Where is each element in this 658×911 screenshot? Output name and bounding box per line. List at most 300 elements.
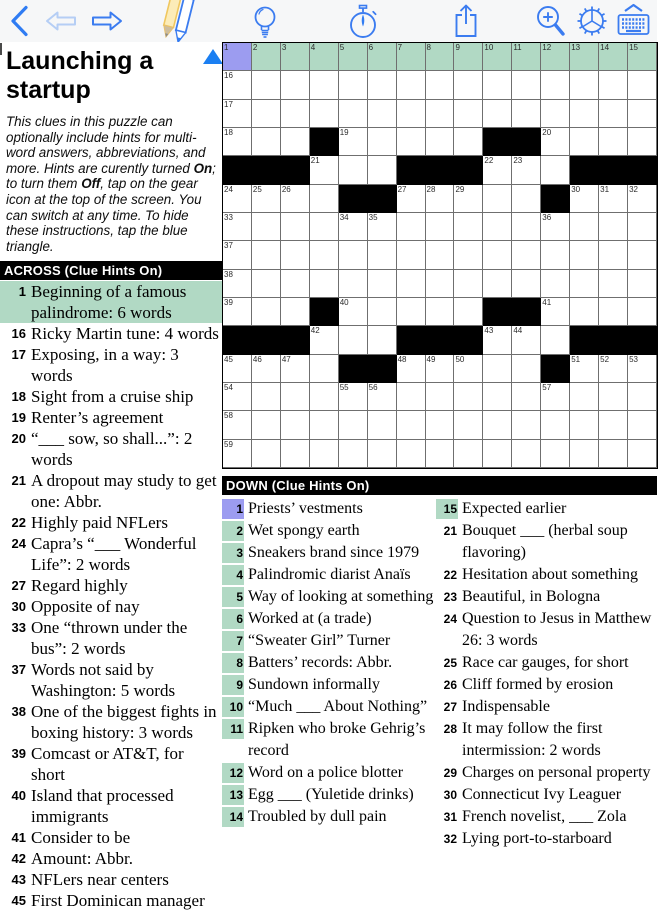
cell-number: 13 (571, 43, 581, 52)
grid-cell[interactable] (368, 156, 397, 184)
down-clue[interactable] (436, 608, 657, 652)
grid-cell[interactable] (628, 270, 657, 298)
grid-cell[interactable] (339, 128, 368, 156)
grid-cell[interactable] (628, 411, 657, 439)
grid-cell[interactable] (397, 185, 426, 213)
down-clue[interactable] (436, 762, 657, 784)
grid-cell[interactable] (512, 71, 541, 99)
grid-cell[interactable] (426, 411, 455, 439)
grid-cell[interactable] (368, 298, 397, 326)
clue-text: A dropout may study to get one: Abbr. (31, 471, 217, 512)
grid-cell[interactable] (570, 128, 599, 156)
grid-cell[interactable] (570, 298, 599, 326)
grid-cell[interactable] (483, 326, 512, 354)
grid-cell[interactable] (339, 241, 368, 269)
down-clue[interactable] (222, 586, 436, 608)
grid-cell-selected[interactable] (223, 43, 252, 71)
grid-cell[interactable] (252, 43, 281, 71)
cell-number: 29 (455, 184, 465, 194)
grid-cell[interactable] (368, 128, 397, 156)
grid-cell[interactable] (628, 298, 657, 326)
grid-cell[interactable] (397, 440, 426, 468)
grid-cell[interactable] (599, 411, 628, 439)
grid-cell[interactable] (426, 43, 455, 71)
grid-cell[interactable] (252, 440, 281, 468)
grid-cell[interactable] (483, 43, 512, 71)
clue-number: 39 (11, 746, 26, 762)
grid-cell[interactable] (281, 128, 310, 156)
down-clue[interactable] (222, 784, 436, 806)
down-clue[interactable] (222, 806, 436, 828)
grid-cell[interactable] (426, 213, 455, 241)
grid-cell[interactable] (281, 71, 310, 99)
crossword-grid[interactable] (222, 42, 658, 469)
grid-cell[interactable] (628, 43, 657, 71)
grid-cell-black (454, 156, 483, 184)
grid-cell[interactable] (454, 270, 483, 298)
grid-cell[interactable] (599, 270, 628, 298)
grid-cell[interactable] (426, 298, 455, 326)
grid-cell[interactable] (628, 241, 657, 269)
across-clue[interactable] (0, 848, 222, 869)
grid-cell[interactable] (483, 156, 512, 184)
grid-cell[interactable] (570, 411, 599, 439)
cell-number: 55 (339, 383, 349, 392)
grid-cell[interactable] (281, 213, 310, 241)
cell-number: 37 (224, 241, 233, 251)
down-clue[interactable] (222, 630, 436, 652)
pencil-icon[interactable] (152, 1, 200, 41)
across-clue[interactable] (0, 344, 222, 386)
across-clue[interactable] (0, 701, 222, 743)
across-clue[interactable] (0, 512, 222, 533)
grid-cell[interactable] (368, 440, 397, 468)
grid-cell[interactable] (454, 71, 483, 99)
grid-cell[interactable] (512, 241, 541, 269)
grid-cell[interactable] (483, 213, 512, 241)
grid-cell[interactable] (570, 383, 599, 411)
grid-cell[interactable] (599, 43, 628, 71)
clue-number: 8 (222, 653, 244, 673)
cell-number: 22 (484, 156, 494, 166)
grid-cell[interactable] (339, 298, 368, 326)
grid-cell[interactable] (310, 156, 339, 184)
grid-cell[interactable] (397, 128, 426, 156)
grid-cell[interactable] (252, 270, 281, 298)
undo-arrow-icon[interactable] (44, 7, 78, 35)
across-clue[interactable] (0, 575, 222, 596)
grid-cell[interactable] (368, 270, 397, 298)
grid-cell[interactable] (483, 383, 512, 411)
grid-cell[interactable] (223, 128, 252, 156)
grid-cell[interactable] (454, 241, 483, 269)
grid-cell[interactable] (223, 71, 252, 99)
across-clue[interactable] (0, 386, 222, 407)
grid-cell[interactable] (570, 440, 599, 468)
grid-cell[interactable] (368, 71, 397, 99)
grid-cell[interactable] (454, 128, 483, 156)
grid-cell[interactable] (454, 440, 483, 468)
clue-number: 23 (443, 590, 457, 604)
grid-cell[interactable] (512, 270, 541, 298)
cell-number: 1 (224, 43, 229, 52)
grid-cell[interactable] (570, 100, 599, 128)
grid-cell[interactable] (483, 440, 512, 468)
grid-cell[interactable] (541, 156, 570, 184)
down-clue[interactable] (222, 674, 436, 696)
clue-text: Palindromic diarist Anaïs (248, 566, 411, 583)
across-clue[interactable] (0, 407, 222, 428)
across-clue[interactable] (0, 869, 222, 890)
grid-cell[interactable] (252, 383, 281, 411)
grid-cell[interactable] (368, 241, 397, 269)
down-clue[interactable] (436, 520, 657, 564)
grid-cell[interactable] (252, 411, 281, 439)
grid-cell[interactable] (454, 100, 483, 128)
grid-cell[interactable] (599, 383, 628, 411)
grid-cell[interactable] (541, 71, 570, 99)
grid-cell-black (310, 298, 339, 326)
cell-number: 15 (629, 43, 638, 52)
across-clue[interactable] (0, 743, 222, 785)
back-chevron-icon[interactable] (8, 5, 30, 37)
grid-cell[interactable] (252, 213, 281, 241)
grid-cell[interactable] (281, 411, 310, 439)
grid-cell[interactable] (483, 71, 512, 99)
grid-cell[interactable] (281, 383, 310, 411)
grid-cell[interactable] (368, 43, 397, 71)
grid-cell[interactable] (426, 71, 455, 99)
grid-cell[interactable] (628, 213, 657, 241)
grid-cell[interactable] (310, 411, 339, 439)
share-icon[interactable] (452, 3, 480, 39)
grid-cell[interactable] (570, 270, 599, 298)
grid-cell[interactable] (252, 185, 281, 213)
grid-cell[interactable] (223, 383, 252, 411)
puzzle-instructions: This clues in this puzzle can optionally include hints for multi-word answers, abbreviations, and more. Hints are curently turned On; to turn them Off, tap on the gear icon at the top of the screen. You can switch at any time. To hide these instructions, tap the blue triangle. (6, 114, 216, 254)
across-clue[interactable] (0, 890, 222, 911)
grid-cell[interactable] (483, 241, 512, 269)
redo-arrow-icon[interactable] (90, 7, 124, 35)
grid-cell[interactable] (426, 128, 455, 156)
grid-cell[interactable] (339, 270, 368, 298)
down-clue[interactable] (436, 498, 657, 520)
grid-cell-black (368, 185, 397, 213)
grid-cell[interactable] (512, 411, 541, 439)
clue-text: Sneakers brand since 1979 (248, 544, 420, 561)
cell-number: 35 (368, 213, 378, 222)
grid-cell[interactable] (599, 213, 628, 241)
across-clue[interactable] (0, 533, 222, 575)
grid-cell[interactable] (541, 298, 570, 326)
grid-cell[interactable] (339, 326, 368, 354)
down-clue[interactable] (222, 652, 436, 674)
grid-cell[interactable] (541, 440, 570, 468)
grid-cell[interactable] (483, 270, 512, 298)
grid-cell[interactable] (223, 440, 252, 468)
grid-cell[interactable] (541, 213, 570, 241)
grid-cell[interactable] (512, 156, 541, 184)
across-clue[interactable] (0, 281, 222, 323)
zoom-in-icon[interactable] (535, 4, 567, 37)
clue-number: 40 (11, 788, 26, 804)
grid-cell[interactable] (570, 213, 599, 241)
grid-cell[interactable] (397, 213, 426, 241)
grid-cell[interactable] (310, 355, 339, 383)
clue-text: Beginning of a famous palindrome: 6 words (31, 282, 187, 323)
cell-number: 57 (542, 383, 552, 392)
grid-cell[interactable] (570, 71, 599, 99)
grid-cell[interactable] (281, 185, 310, 213)
grid-cell-black (483, 128, 512, 156)
grid-cell[interactable] (512, 326, 541, 354)
grid-cell[interactable] (310, 383, 339, 411)
down-clue[interactable] (436, 564, 657, 586)
down-clue[interactable] (222, 542, 436, 564)
grid-cell[interactable] (628, 71, 657, 99)
grid-cell-black (368, 355, 397, 383)
grid-cell[interactable] (541, 270, 570, 298)
grid-cell[interactable] (223, 298, 252, 326)
grid-cell[interactable] (541, 241, 570, 269)
across-clue[interactable] (0, 659, 222, 701)
grid-cell[interactable] (397, 43, 426, 71)
down-clue[interactable] (222, 762, 436, 784)
grid-cell[interactable] (397, 298, 426, 326)
grid-cell[interactable] (454, 411, 483, 439)
down-clue[interactable] (222, 498, 436, 520)
grid-cell[interactable] (483, 411, 512, 439)
grid-cell[interactable] (281, 270, 310, 298)
clue-number: 13 (222, 785, 244, 805)
grid-cell[interactable] (628, 440, 657, 468)
grid-cell[interactable] (483, 100, 512, 128)
grid-cell[interactable] (599, 298, 628, 326)
grid-cell[interactable] (223, 355, 252, 383)
grid-cell[interactable] (252, 71, 281, 99)
grid-cell[interactable] (397, 71, 426, 99)
grid-cell[interactable] (310, 71, 339, 99)
grid-cell[interactable] (397, 411, 426, 439)
grid-cell[interactable] (310, 43, 339, 71)
grid-cell[interactable] (368, 411, 397, 439)
grid-cell[interactable] (397, 270, 426, 298)
grid-cell[interactable] (628, 355, 657, 383)
clue-number: 22 (11, 515, 26, 531)
grid-cell[interactable] (599, 440, 628, 468)
grid-cell[interactable] (252, 128, 281, 156)
grid-cell[interactable] (628, 383, 657, 411)
grid-cell[interactable] (512, 185, 541, 213)
grid-cell[interactable] (310, 100, 339, 128)
grid-cell[interactable] (454, 383, 483, 411)
clue-number: 30 (11, 599, 26, 615)
grid-cell[interactable] (397, 241, 426, 269)
grid-cell[interactable] (281, 100, 310, 128)
clue-text: Sight from a cruise ship (31, 387, 194, 407)
grid-cell[interactable] (512, 213, 541, 241)
clue-text: Hesitation about something (462, 566, 638, 583)
grid-cell[interactable] (368, 383, 397, 411)
settings-gear-icon[interactable] (575, 4, 609, 38)
cell-number: 16 (224, 71, 233, 81)
down-clue[interactable] (222, 520, 436, 542)
grid-cell-black (599, 326, 628, 354)
down-clue[interactable] (436, 674, 657, 696)
grid-cell[interactable] (599, 71, 628, 99)
clue-text: Batters’ records: Abbr. (248, 654, 393, 671)
down-clue[interactable] (436, 718, 657, 762)
down-clue[interactable] (436, 586, 657, 608)
cell-number: 26 (281, 184, 291, 194)
cell-number: 45 (224, 354, 233, 364)
down-clue[interactable] (436, 806, 657, 828)
grid-cell[interactable] (483, 185, 512, 213)
grid-cell[interactable] (483, 355, 512, 383)
grid-cell[interactable] (599, 241, 628, 269)
scrollbar-indicator[interactable] (0, 43, 2, 55)
grid-cell[interactable] (628, 100, 657, 128)
hint-lightbulb-icon[interactable] (251, 5, 279, 39)
down-clue[interactable] (222, 718, 436, 762)
down-clue[interactable] (222, 564, 436, 586)
grid-cell[interactable] (628, 185, 657, 213)
down-clue[interactable] (436, 652, 657, 674)
grid-cell-black (339, 185, 368, 213)
grid-cell[interactable] (541, 411, 570, 439)
grid-cell[interactable] (541, 326, 570, 354)
down-clue[interactable] (436, 696, 657, 718)
grid-cell[interactable] (223, 185, 252, 213)
grid-cell[interactable] (223, 213, 252, 241)
across-clue[interactable] (0, 617, 222, 659)
grid-cell[interactable] (512, 100, 541, 128)
across-clue[interactable] (0, 428, 222, 470)
grid-cell[interactable] (541, 128, 570, 156)
grid-cell[interactable] (310, 213, 339, 241)
grid-cell[interactable] (541, 100, 570, 128)
hide-instructions-triangle-icon[interactable] (203, 49, 223, 64)
grid-cell[interactable] (339, 43, 368, 71)
grid-cell[interactable] (454, 43, 483, 71)
grid-cell[interactable] (223, 411, 252, 439)
grid-cell[interactable] (454, 213, 483, 241)
grid-cell[interactable] (339, 411, 368, 439)
grid-cell[interactable] (570, 43, 599, 71)
across-clue[interactable] (0, 323, 222, 344)
grid-cell-black (281, 156, 310, 184)
grid-cell[interactable] (223, 241, 252, 269)
grid-cell[interactable] (599, 128, 628, 156)
grid-cell[interactable] (252, 298, 281, 326)
grid-cell[interactable] (541, 383, 570, 411)
grid-cell[interactable] (599, 185, 628, 213)
grid-cell-black (223, 326, 252, 354)
grid-cell[interactable] (397, 383, 426, 411)
grid-cell[interactable] (223, 100, 252, 128)
grid-cell[interactable] (512, 43, 541, 71)
grid-cell[interactable] (339, 383, 368, 411)
grid-cell[interactable] (599, 100, 628, 128)
grid-cell[interactable] (368, 326, 397, 354)
keyboard-icon[interactable] (615, 3, 652, 38)
grid-cell[interactable] (454, 298, 483, 326)
grid-cell[interactable] (281, 355, 310, 383)
timer-icon[interactable] (347, 4, 379, 40)
grid-cell[interactable] (570, 185, 599, 213)
clue-text: Highly paid NFLers (31, 513, 168, 533)
clue-number: 11 (222, 719, 244, 739)
cell-number: 31 (600, 184, 610, 194)
grid-cell-black (541, 355, 570, 383)
grid-cell[interactable] (426, 185, 455, 213)
clue-number: 37 (11, 662, 26, 678)
grid-cell[interactable] (339, 213, 368, 241)
across-clue[interactable] (0, 596, 222, 617)
grid-cell[interactable] (454, 355, 483, 383)
grid-cell[interactable] (368, 213, 397, 241)
grid-cell[interactable] (628, 128, 657, 156)
grid-cell[interactable] (310, 270, 339, 298)
grid-cell[interactable] (426, 383, 455, 411)
grid-cell[interactable] (541, 43, 570, 71)
grid-cell[interactable] (339, 440, 368, 468)
grid-cell[interactable] (339, 100, 368, 128)
grid-cell[interactable] (426, 100, 455, 128)
grid-cell[interactable] (368, 100, 397, 128)
grid-cell[interactable] (223, 270, 252, 298)
grid-cell[interactable] (310, 440, 339, 468)
grid-cell[interactable] (281, 298, 310, 326)
grid-cell[interactable] (570, 241, 599, 269)
grid-cell[interactable] (310, 326, 339, 354)
grid-cell[interactable] (570, 355, 599, 383)
grid-cell[interactable] (252, 241, 281, 269)
grid-cell[interactable] (281, 43, 310, 71)
grid-cell[interactable] (339, 71, 368, 99)
grid-cell[interactable] (599, 355, 628, 383)
across-clue[interactable] (0, 827, 222, 848)
clue-text: It may follow the first intermission: 2 words (462, 720, 603, 759)
grid-cell[interactable] (512, 355, 541, 383)
grid-cell[interactable] (426, 270, 455, 298)
clue-number: 33 (11, 620, 26, 636)
grid-cell[interactable] (512, 383, 541, 411)
cell-number: 34 (339, 213, 349, 222)
down-clue[interactable] (436, 784, 657, 806)
grid-cell[interactable] (512, 440, 541, 468)
across-clue[interactable] (0, 785, 222, 827)
grid-cell[interactable] (426, 355, 455, 383)
down-clue[interactable] (222, 608, 436, 630)
grid-cell[interactable] (426, 440, 455, 468)
grid-cell[interactable] (339, 156, 368, 184)
grid-cell[interactable] (426, 241, 455, 269)
across-clue[interactable] (0, 470, 222, 512)
grid-cell[interactable] (281, 440, 310, 468)
grid-cell[interactable] (252, 355, 281, 383)
grid-cell[interactable] (310, 185, 339, 213)
grid-cell[interactable] (310, 241, 339, 269)
grid-cell[interactable] (397, 355, 426, 383)
down-clue[interactable] (222, 696, 436, 718)
down-clue[interactable] (436, 828, 657, 850)
grid-cell[interactable] (454, 185, 483, 213)
grid-cell-black (454, 326, 483, 354)
grid-cell[interactable] (281, 241, 310, 269)
grid-cell[interactable] (397, 100, 426, 128)
grid-cell[interactable] (252, 100, 281, 128)
